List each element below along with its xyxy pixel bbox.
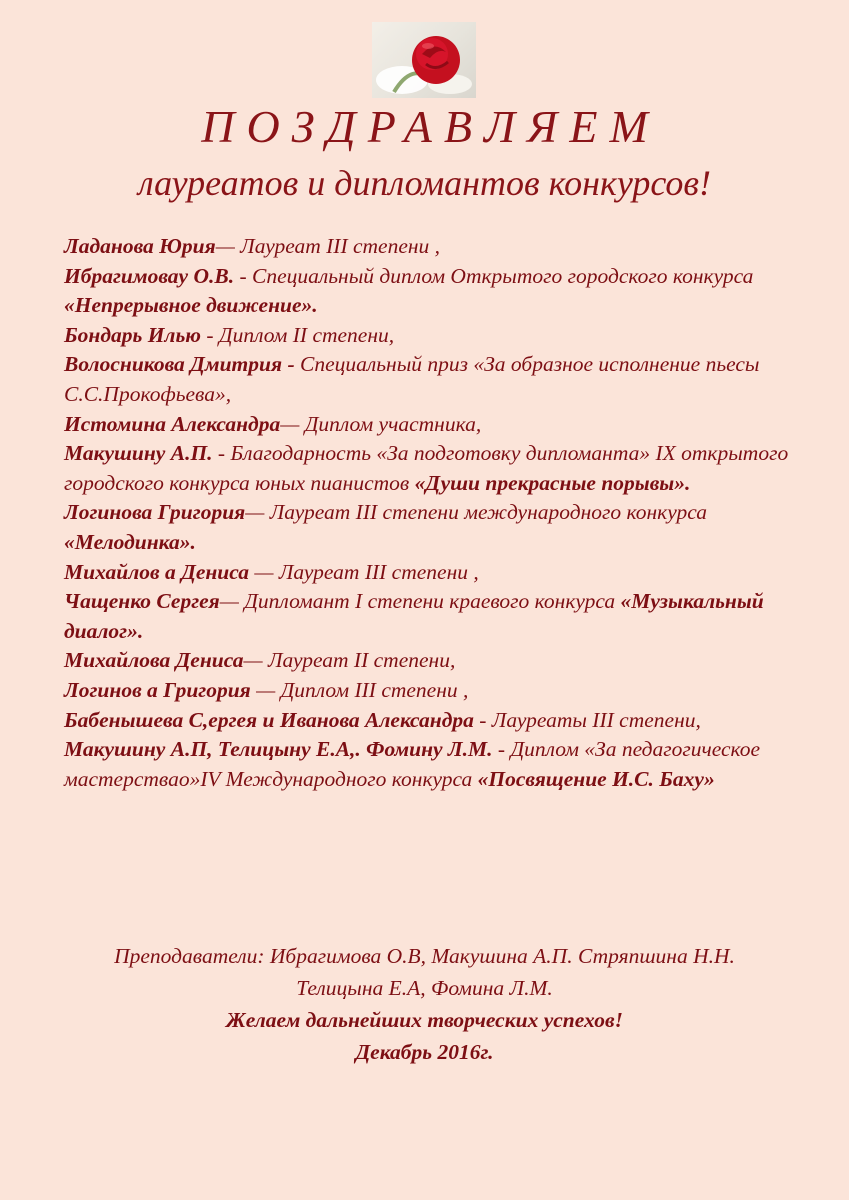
teachers-line: Преподаватели: Ибрагимова О.В, Макушина А.П. Стряпшина Н.Н. (114, 944, 735, 968)
footer (0, 940, 849, 1068)
contest-name: «Души прекрасные порывы». (414, 470, 691, 495)
laureate-name: Чащенко Сергея (64, 589, 220, 614)
award-text: Специальный приз «За образное исполнение пьесы С.С.Прокофьева», (64, 352, 760, 406)
list-item (64, 350, 834, 409)
list-item (64, 262, 834, 321)
red-rose-icon (372, 22, 476, 98)
laureate-name: Логинов а Григория (64, 677, 251, 702)
list-item (64, 676, 834, 706)
award-text: — Лауреат III степени , (249, 559, 479, 584)
award-text: — Дипломант I степени краевого конкурса (219, 589, 621, 614)
award-text: — Лауреат III степени , (215, 234, 441, 258)
award-text: - Диплом II степени, (201, 322, 395, 347)
laureates-list (64, 232, 834, 794)
laureate-name: Бабенышева С,ергея и Иванова Александра (64, 707, 474, 732)
award-text: - Лауреаты III степени, (473, 707, 701, 732)
list-item (64, 439, 834, 498)
award-text: - Благодарность «За подготовку дипломанта» IX открытого городского конкурса юных пианистов (64, 441, 789, 495)
list-item (64, 587, 834, 646)
laureate-name: Бондарь Илью (64, 322, 201, 347)
laureate-name: Истомина Александра (64, 411, 281, 436)
list-item (64, 735, 834, 794)
contest-name: «Посвящение И.С. Баху» (477, 766, 715, 791)
award-text: — Диплом III степени , (250, 677, 469, 702)
laureate-name: Макушину А.П. (64, 441, 213, 466)
laureate-name: Волосникова Дмитрия - (64, 352, 295, 377)
award-text: — Лауреат III степени международного конкурса (245, 500, 707, 525)
date-text: Декабрь 2016г. (355, 1040, 494, 1064)
list-item (64, 706, 834, 736)
award-text: — Лауреат II степени, (243, 648, 456, 673)
list-item (64, 498, 834, 557)
list-item (64, 321, 834, 351)
contest-name: «Музыкальный диалог». (64, 589, 764, 643)
award-text: — Диплом участника, (280, 411, 482, 436)
laureate-name: Ибрагимоваy О.В. (64, 263, 235, 288)
laureate-name: Ладанова Юрия (64, 234, 216, 258)
rose-image (372, 22, 476, 98)
award-text: - Диплом «За педагогическое мастерстваo»IV Международного конкурса (64, 737, 761, 791)
award-text: - Специальный диплом Открытого городского конкурса (234, 263, 754, 288)
wish-text: Желаем дальнейших творческих успехов! (226, 1008, 623, 1032)
contest-name: «Мелодинка». (64, 529, 196, 554)
list-item (64, 558, 834, 588)
list-item (64, 646, 834, 676)
list-item (64, 410, 834, 440)
teachers-line: Телицына Е.А, Фомина Л.М. (296, 976, 553, 1000)
page-title: ПОЗДРАВЛЯЕМ (201, 101, 660, 152)
contest-name: «Непрерывное движение». (64, 293, 318, 318)
laureate-name: Михайлова Дениса (64, 648, 244, 673)
laureate-name: Макушину А.П, Телицыну Е.А,. Фомину Л.М. (64, 737, 493, 762)
page-subtitle: лауреатов и дипломантов конкурсов! (137, 163, 712, 203)
laureate-name: Михайлов а Дениса (64, 559, 249, 584)
list-item (64, 232, 834, 262)
laureate-name: Логинова Григория (64, 500, 246, 525)
